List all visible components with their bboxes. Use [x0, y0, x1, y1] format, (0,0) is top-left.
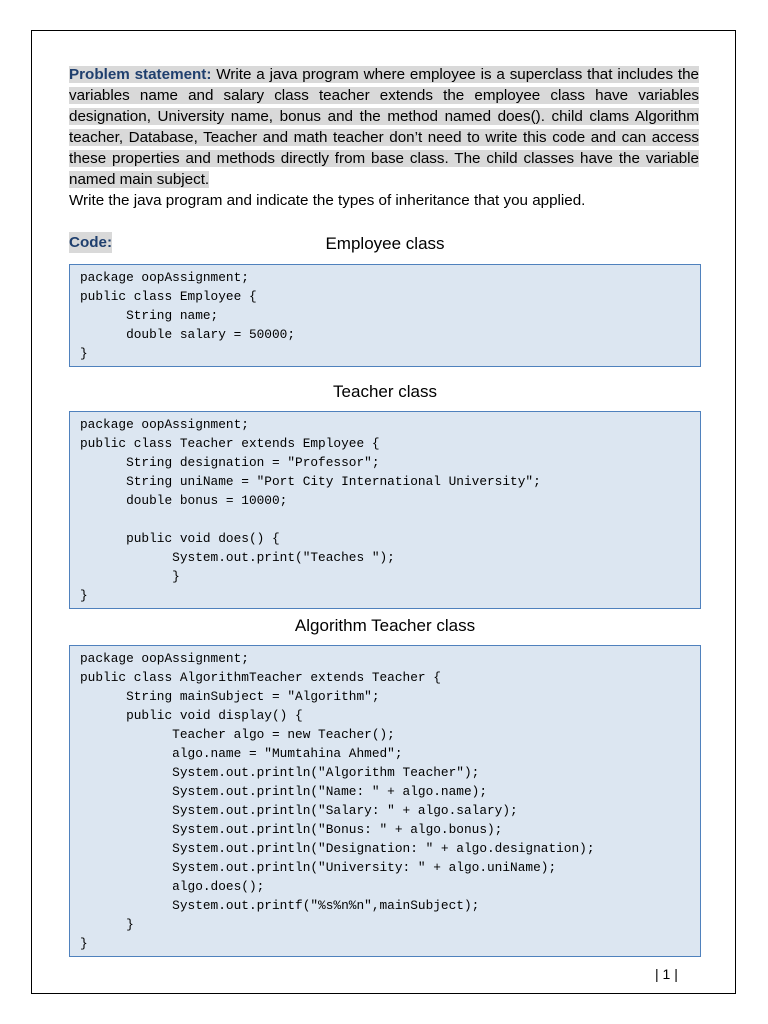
- code-line: String mainSubject = "Algorithm";: [80, 689, 380, 704]
- code-line: System.out.println("Algorithm Teacher");: [80, 765, 480, 780]
- algorithm-teacher-code-block: [69, 645, 701, 957]
- problem-statement-label: Problem statement:: [69, 66, 212, 83]
- code-line: package oopAssignment;: [80, 417, 249, 432]
- code-line: System.out.printf("%s%n%n",mainSubject);: [80, 898, 480, 913]
- employee-class-title: Employee class: [325, 234, 445, 253]
- code-line: String uniName = "Port City International University";: [80, 474, 541, 489]
- code-line: double bonus = 10000;: [80, 493, 288, 508]
- code-line: System.out.println("Designation: " + algo.designation);: [80, 841, 595, 856]
- code-line: String name;: [80, 308, 219, 323]
- code-line: System.out.print("Teaches ");: [80, 550, 395, 565]
- code-line: System.out.println("Salary: " + algo.salary);: [80, 803, 518, 818]
- code-line: public class Teacher extends Employee {: [80, 436, 380, 451]
- problem-statement-text: Write a java program where employee is a superclass that includes the variables name and salary class teacher extends the employee class have variables designation, University name, bonus and the method named does(). child clams Algorithm teacher, Database, Teacher and math teacher don’t need to write this code and can access these properties and methods directly from base class. The child classes have the variable named main subject.: [69, 66, 699, 188]
- code-line: double salary = 50000;: [80, 327, 296, 342]
- code-line: }: [80, 588, 88, 603]
- code-line: algo.name = "Mumtahina Ahmed";: [80, 746, 403, 761]
- code-line: System.out.println("Bonus: " + algo.bonus);: [80, 822, 503, 837]
- code-line: System.out.println("Name: " + algo.name);: [80, 784, 488, 799]
- code-line: public class Employee {: [80, 289, 257, 304]
- code-line: public void does() {: [80, 531, 280, 546]
- algorithm-teacher-class-title: Algorithm Teacher class: [294, 616, 476, 635]
- instruction-text: Write the java program and indicate the types of inheritance that you applied.: [69, 192, 586, 209]
- code-line: public void display() {: [80, 708, 303, 723]
- code-line: String designation = "Professor";: [80, 455, 380, 470]
- teacher-class-title: Teacher class: [333, 382, 437, 401]
- code-line: package oopAssignment;: [80, 270, 249, 285]
- code-line: }: [80, 569, 180, 584]
- problem-statement: [69, 64, 699, 211]
- code-label: Code:: [69, 234, 113, 251]
- teacher-code-block: [69, 411, 701, 609]
- code-line: [80, 510, 690, 529]
- code-line: System.out.println("University: " + algo.uniName);: [80, 860, 557, 875]
- code-line: }: [80, 936, 88, 951]
- code-line: public class AlgorithmTeacher extends Teacher {: [80, 670, 441, 685]
- employee-code-block: [69, 264, 701, 367]
- code-line: algo.does();: [80, 879, 265, 894]
- page-number: | 1 |: [655, 966, 678, 982]
- code-line: }: [80, 346, 88, 361]
- code-line: }: [80, 917, 134, 932]
- code-line: Teacher algo = new Teacher();: [80, 727, 395, 742]
- code-line: package oopAssignment;: [80, 651, 249, 666]
